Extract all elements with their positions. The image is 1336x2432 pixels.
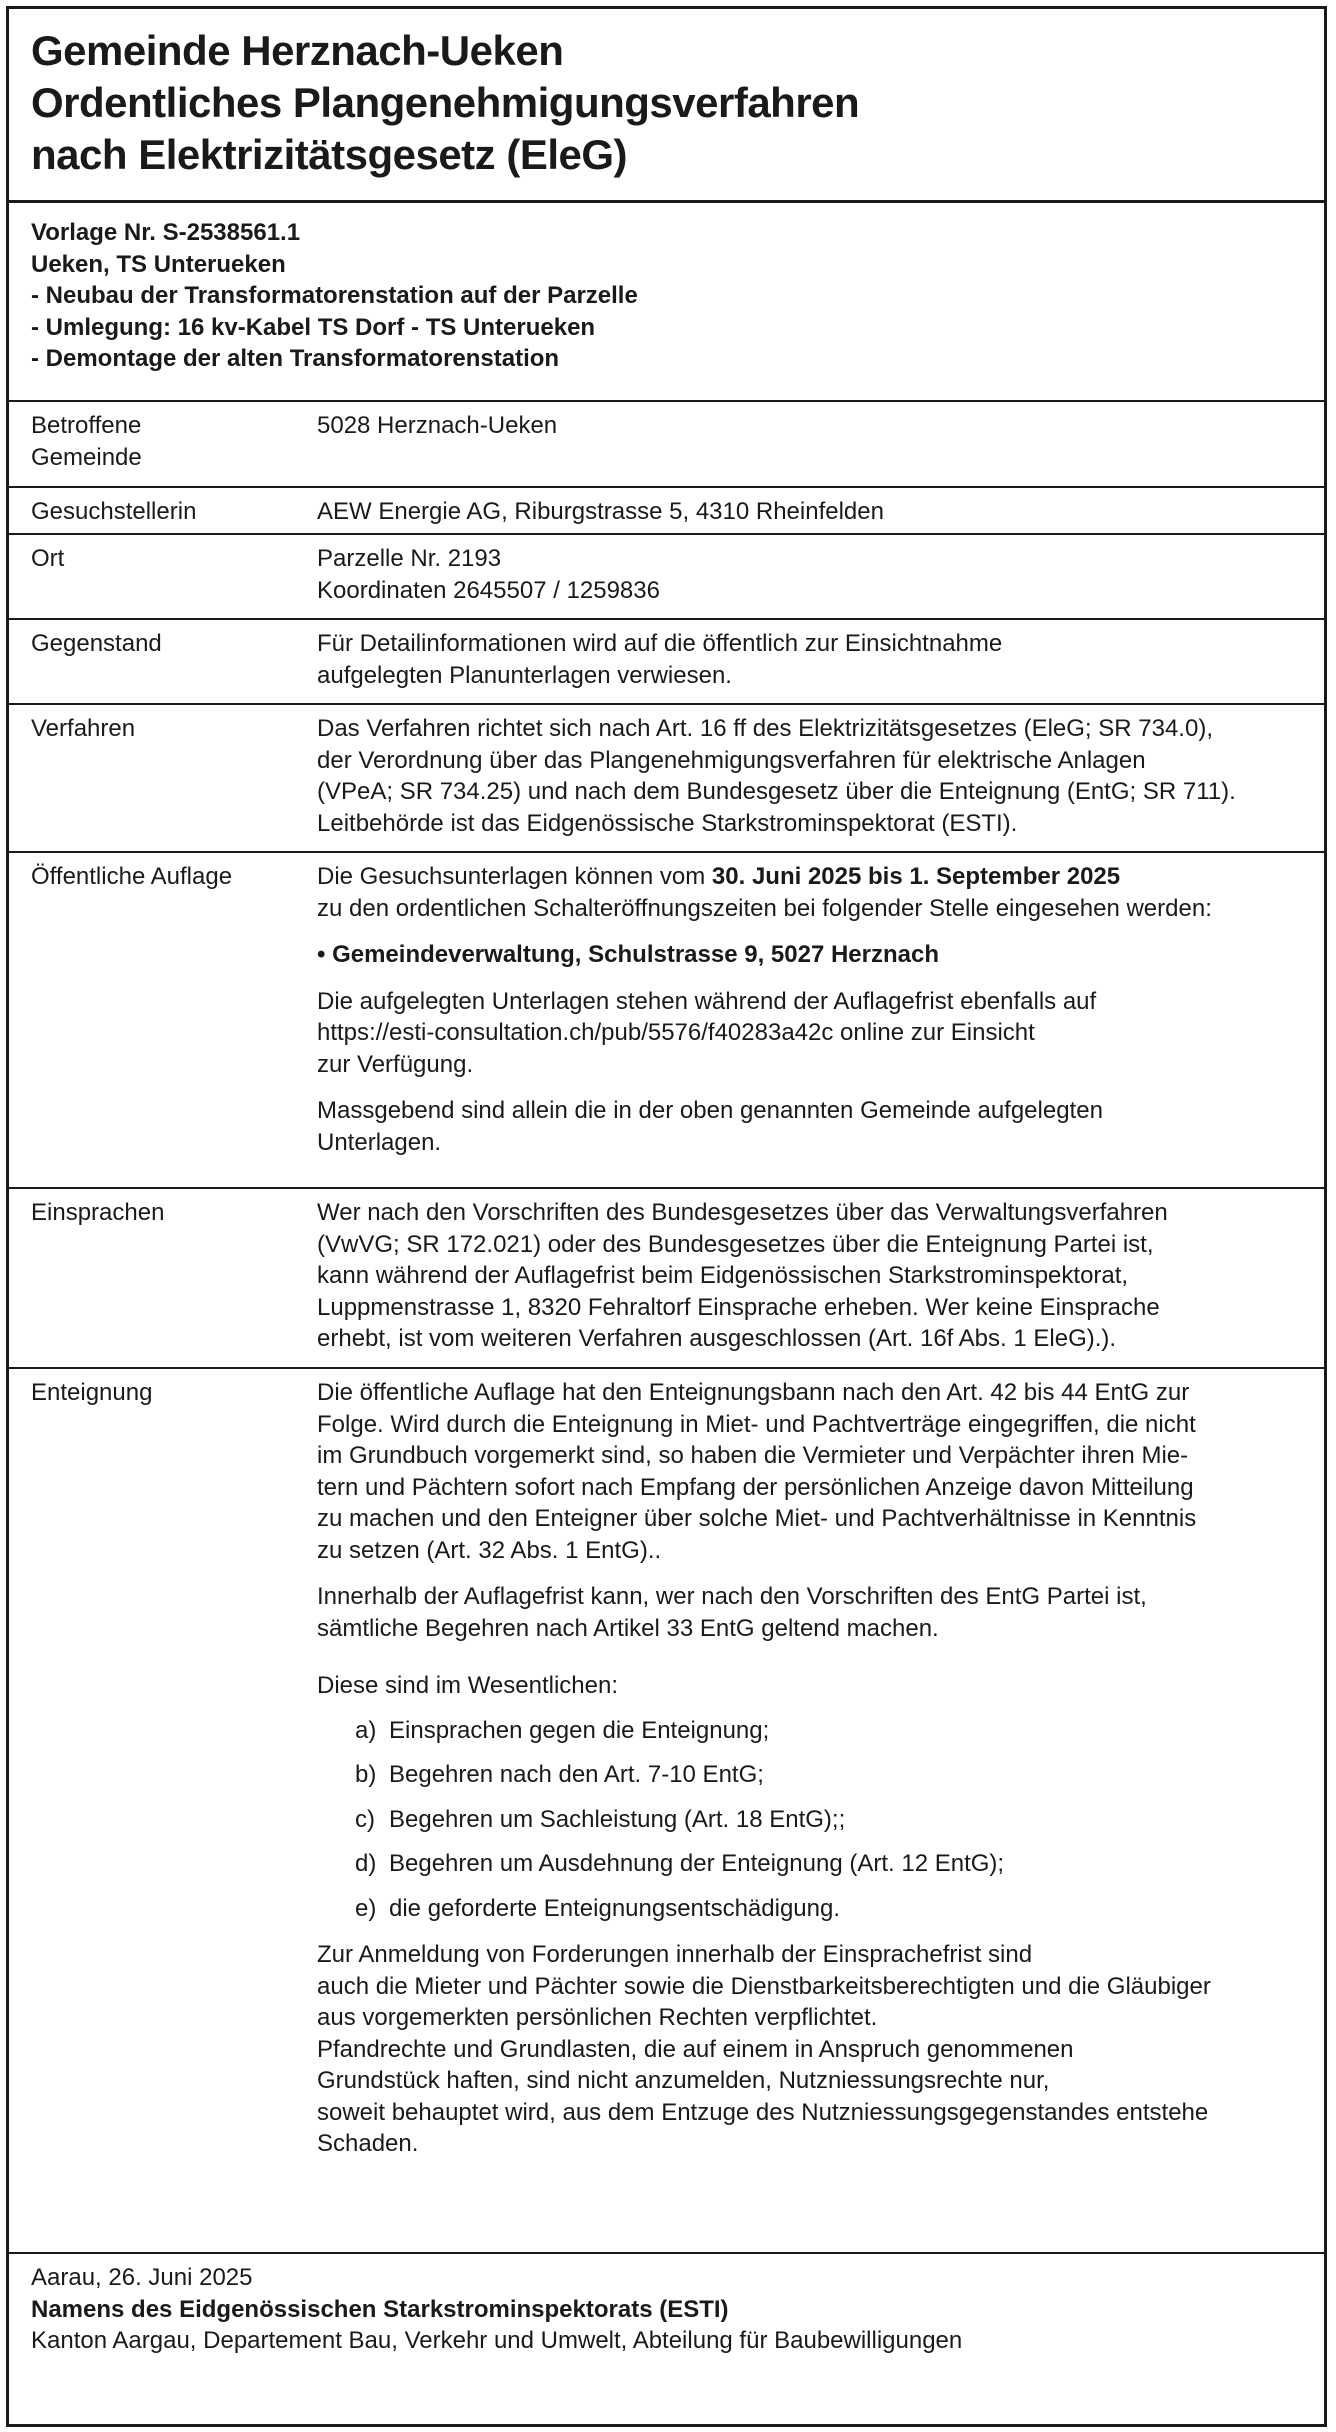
list-item (355, 1804, 1306, 1836)
value-line: der Verordnung über das Plangenehmigungsverfahren für elektrische Anlagen (317, 746, 1146, 774)
value-line (317, 861, 1306, 893)
value-line: zu setzen (Art. 32 Abs. 1 EntG).. (317, 1536, 662, 1564)
value-line: Die aufgelegten Unterlagen stehen während der Auflagefrist ebenfalls auf (317, 987, 1097, 1015)
notice-header (9, 9, 1324, 203)
value-line: sämtliche Begehren nach Artikel 33 EntG geltend machen. (317, 1614, 939, 1642)
value-line: im Grundbuch vorgemerkt sind, so haben die Vermieter und Verpächter ihren Mie- (317, 1442, 1189, 1469)
vorlage-number: Vorlage Nr. S-2538561.1 (31, 219, 301, 246)
page-title-procedure: Ordentliches Plangenehmigungsverfahren (31, 79, 860, 126)
enteignung-list-intro: Diese sind im Wesentlichen: (317, 1672, 619, 1699)
label-line: Gemeinde (31, 443, 142, 471)
row-oeffentliche-auflage (9, 853, 1324, 1189)
value-line: Die öffentliche Auflage hat den Enteignungsbann nach den Art. 42 bis 44 EntG zur (317, 1379, 1190, 1406)
list-marker: e) (355, 1894, 377, 1922)
value-line: Koordinaten 2645507 / 1259836 (317, 576, 660, 604)
vorlage-location: Ueken, TS Unterueken (31, 250, 286, 278)
row-gegenstand (9, 620, 1324, 705)
row-label (31, 410, 301, 473)
page-title-law: nach Elektrizitätsgesetz (EleG) (31, 131, 628, 178)
value-line: Massgebend sind allein die in der oben genannten Gemeinde aufgelegten (317, 1097, 1103, 1124)
value-line: Innerhalb der Auflagefrist kann, wer nach den Vorschriften des EntG Partei ist, (317, 1583, 1147, 1610)
value-line: (VPeA; SR 734.25) und nach dem Bundesgesetz über die Enteignung (EntG; SR 711). (317, 778, 1236, 805)
auflage-place: • Gemeindeverwaltung, Schulstrasse 9, 5027 Herznach (317, 941, 939, 968)
value-line: tern und Pächtern sofort nach Empfang der persönlichen Anzeige davon Mitteilung (317, 1473, 1194, 1501)
list-text: Begehren nach den Art. 7-10 EntG; (389, 1761, 764, 1788)
list-marker: d) (355, 1850, 377, 1877)
list-marker: b) (355, 1761, 377, 1788)
list-item (355, 1715, 1306, 1747)
enteignung-paragraph-4 (317, 1939, 1306, 2160)
value-line: Zur Anmeldung von Forderungen innerhalb der Einsprachefrist sind (317, 1941, 1033, 1968)
value-line: Pfandrechte und Grundlasten, die auf einem in Anspruch genommenen (317, 2035, 1074, 2063)
list-item (355, 1759, 1306, 1791)
auflage-url-line: https://esti-consultation.ch/pub/5576/f40283a42c online zur Einsicht (317, 1019, 1035, 1046)
vorlage-item: - Neubau der Transformatorenstation auf der Parzelle (31, 282, 638, 309)
value-line: aufgelegten Planunterlagen verwiesen. (317, 661, 732, 689)
row-label: Einsprachen (31, 1199, 165, 1226)
vorlage-item: - Demontage der alten Transformatorenstation (31, 345, 560, 372)
list-text: die geforderte Enteignungsentschädigung. (389, 1894, 841, 1922)
value-line: aus vorgemerkten persönlichen Rechten verpflichtet. (317, 2004, 878, 2031)
value-line: erhebt, ist vom weiteren Verfahren ausgeschlossen (Art. 16f Abs. 1 EleG).). (317, 1325, 1117, 1352)
row-value (317, 1197, 1324, 1355)
row-value (317, 1377, 1324, 2160)
value-line: Unterlagen. (317, 1128, 442, 1156)
value-line: Folge. Wird durch die Enteignung in Miet- und Pachtverträge eingegriffen, die nicht (317, 1410, 1196, 1438)
row-value: 5028 Herznach-Ueken (317, 412, 558, 439)
list-marker: c) (355, 1805, 375, 1833)
enteignung-paragraph-2 (317, 1581, 1306, 1644)
value-line: Für Detailinformationen wird auf die öffentlich zur Einsichtnahme (317, 630, 1003, 657)
notice-footer (9, 2254, 1324, 2357)
footer-department: Kanton Aargau, Departement Bau, Verkehr und Umwelt, Abteilung für Baubewilligungen (31, 2327, 963, 2354)
row-label: Gegenstand (31, 630, 162, 657)
vorlage-item: - Umlegung: 16 kv-Kabel TS Dorf - TS Unterueken (31, 313, 596, 341)
value-line: kann während der Auflagefrist beim Eidgenössischen Starkstrominspektorat, (317, 1262, 1129, 1289)
row-value (317, 543, 1324, 606)
row-label: Enteignung (31, 1379, 153, 1406)
row-value (317, 713, 1324, 839)
row-value: AEW Energie AG, Riburgstrasse 5, 4310 Rheinfelden (317, 498, 884, 525)
footer-date: Aarau, 26. Juni 2025 (31, 2264, 253, 2291)
row-ort (9, 535, 1324, 620)
value-line: auch die Mieter und Pächter sowie die Dienstbarkeitsberechtigten und die Gläubiger (317, 1972, 1211, 2000)
value-line: zur Verfügung. (317, 1050, 474, 1078)
value-line: zu den ordentlichen Schalteröffnungszeiten bei folgender Stelle eingesehen werden: (317, 894, 1212, 922)
auflage-intro: Die Gesuchsunterlagen können vom (317, 863, 712, 890)
vorlage-section (9, 203, 1324, 402)
value-line: Schaden. (317, 2130, 419, 2157)
footer-authority: Namens des Eidgenössischen Starkstrominspektorats (ESTI) (31, 2295, 729, 2323)
row-value (317, 861, 1324, 1158)
row-label: Gesuchstellerin (31, 498, 197, 525)
row-label: Verfahren (31, 715, 136, 742)
list-text: Einsprachen gegen die Enteignung; (389, 1716, 770, 1744)
list-item (355, 1893, 1306, 1925)
row-enteignung (9, 1369, 1324, 2254)
value-line: zu machen und den Enteigner über solche Miet- und Pachtverhältnisse in Kenntnis (317, 1505, 1197, 1532)
auflage-dates: 30. Juni 2025 bis 1. September 2025 (711, 863, 1121, 890)
row-label: Öffentliche Auflage (31, 863, 233, 890)
row-einsprachen (9, 1189, 1324, 1369)
publication-notice (6, 6, 1327, 2427)
value-line: Luppmenstrasse 1, 8320 Fehraltorf Einsprache erheben. Wer keine Einsprache (317, 1293, 1160, 1321)
list-text: Begehren um Sachleistung (Art. 18 EntG);; (389, 1805, 846, 1833)
value-line: Wer nach den Vorschriften des Bundesgesetzes über das Verwaltungsverfahren (317, 1199, 1168, 1226)
row-label: Ort (31, 545, 65, 572)
value-line: Grundstück haften, sind nicht anzumelden, Nutzniessungsrechte nur, (317, 2067, 1050, 2094)
value-line: Parzelle Nr. 2193 (317, 545, 502, 572)
page-title-municipality: Gemeinde Herznach-Ueken (31, 27, 564, 74)
list-text: Begehren um Ausdehnung der Enteignung (Art. 12 EntG); (389, 1850, 1005, 1877)
list-item (355, 1848, 1306, 1880)
enteignung-paragraph-1 (317, 1377, 1306, 1566)
value-line: Das Verfahren richtet sich nach Art. 16 ff des Elektrizitätsgesetzes (EleG; SR 734.0), (317, 715, 1213, 742)
row-verfahren (9, 705, 1324, 853)
row-gemeinde (9, 402, 1324, 488)
row-gesuchstellerin (9, 488, 1324, 535)
value-line: Leitbehörde ist das Eidgenössische Starkstrominspektorat (ESTI). (317, 809, 1018, 837)
list-marker: a) (355, 1716, 377, 1744)
row-value (317, 628, 1324, 691)
label-line: Betroffene (31, 412, 142, 439)
value-line: soweit behauptet wird, aus dem Entzuge des Nutzniessungsgegenstandes entstehe (317, 2098, 1209, 2126)
value-line: (VwVG; SR 172.021) oder des Bundesgesetzes über die Enteignung Partei ist, (317, 1230, 1154, 1258)
